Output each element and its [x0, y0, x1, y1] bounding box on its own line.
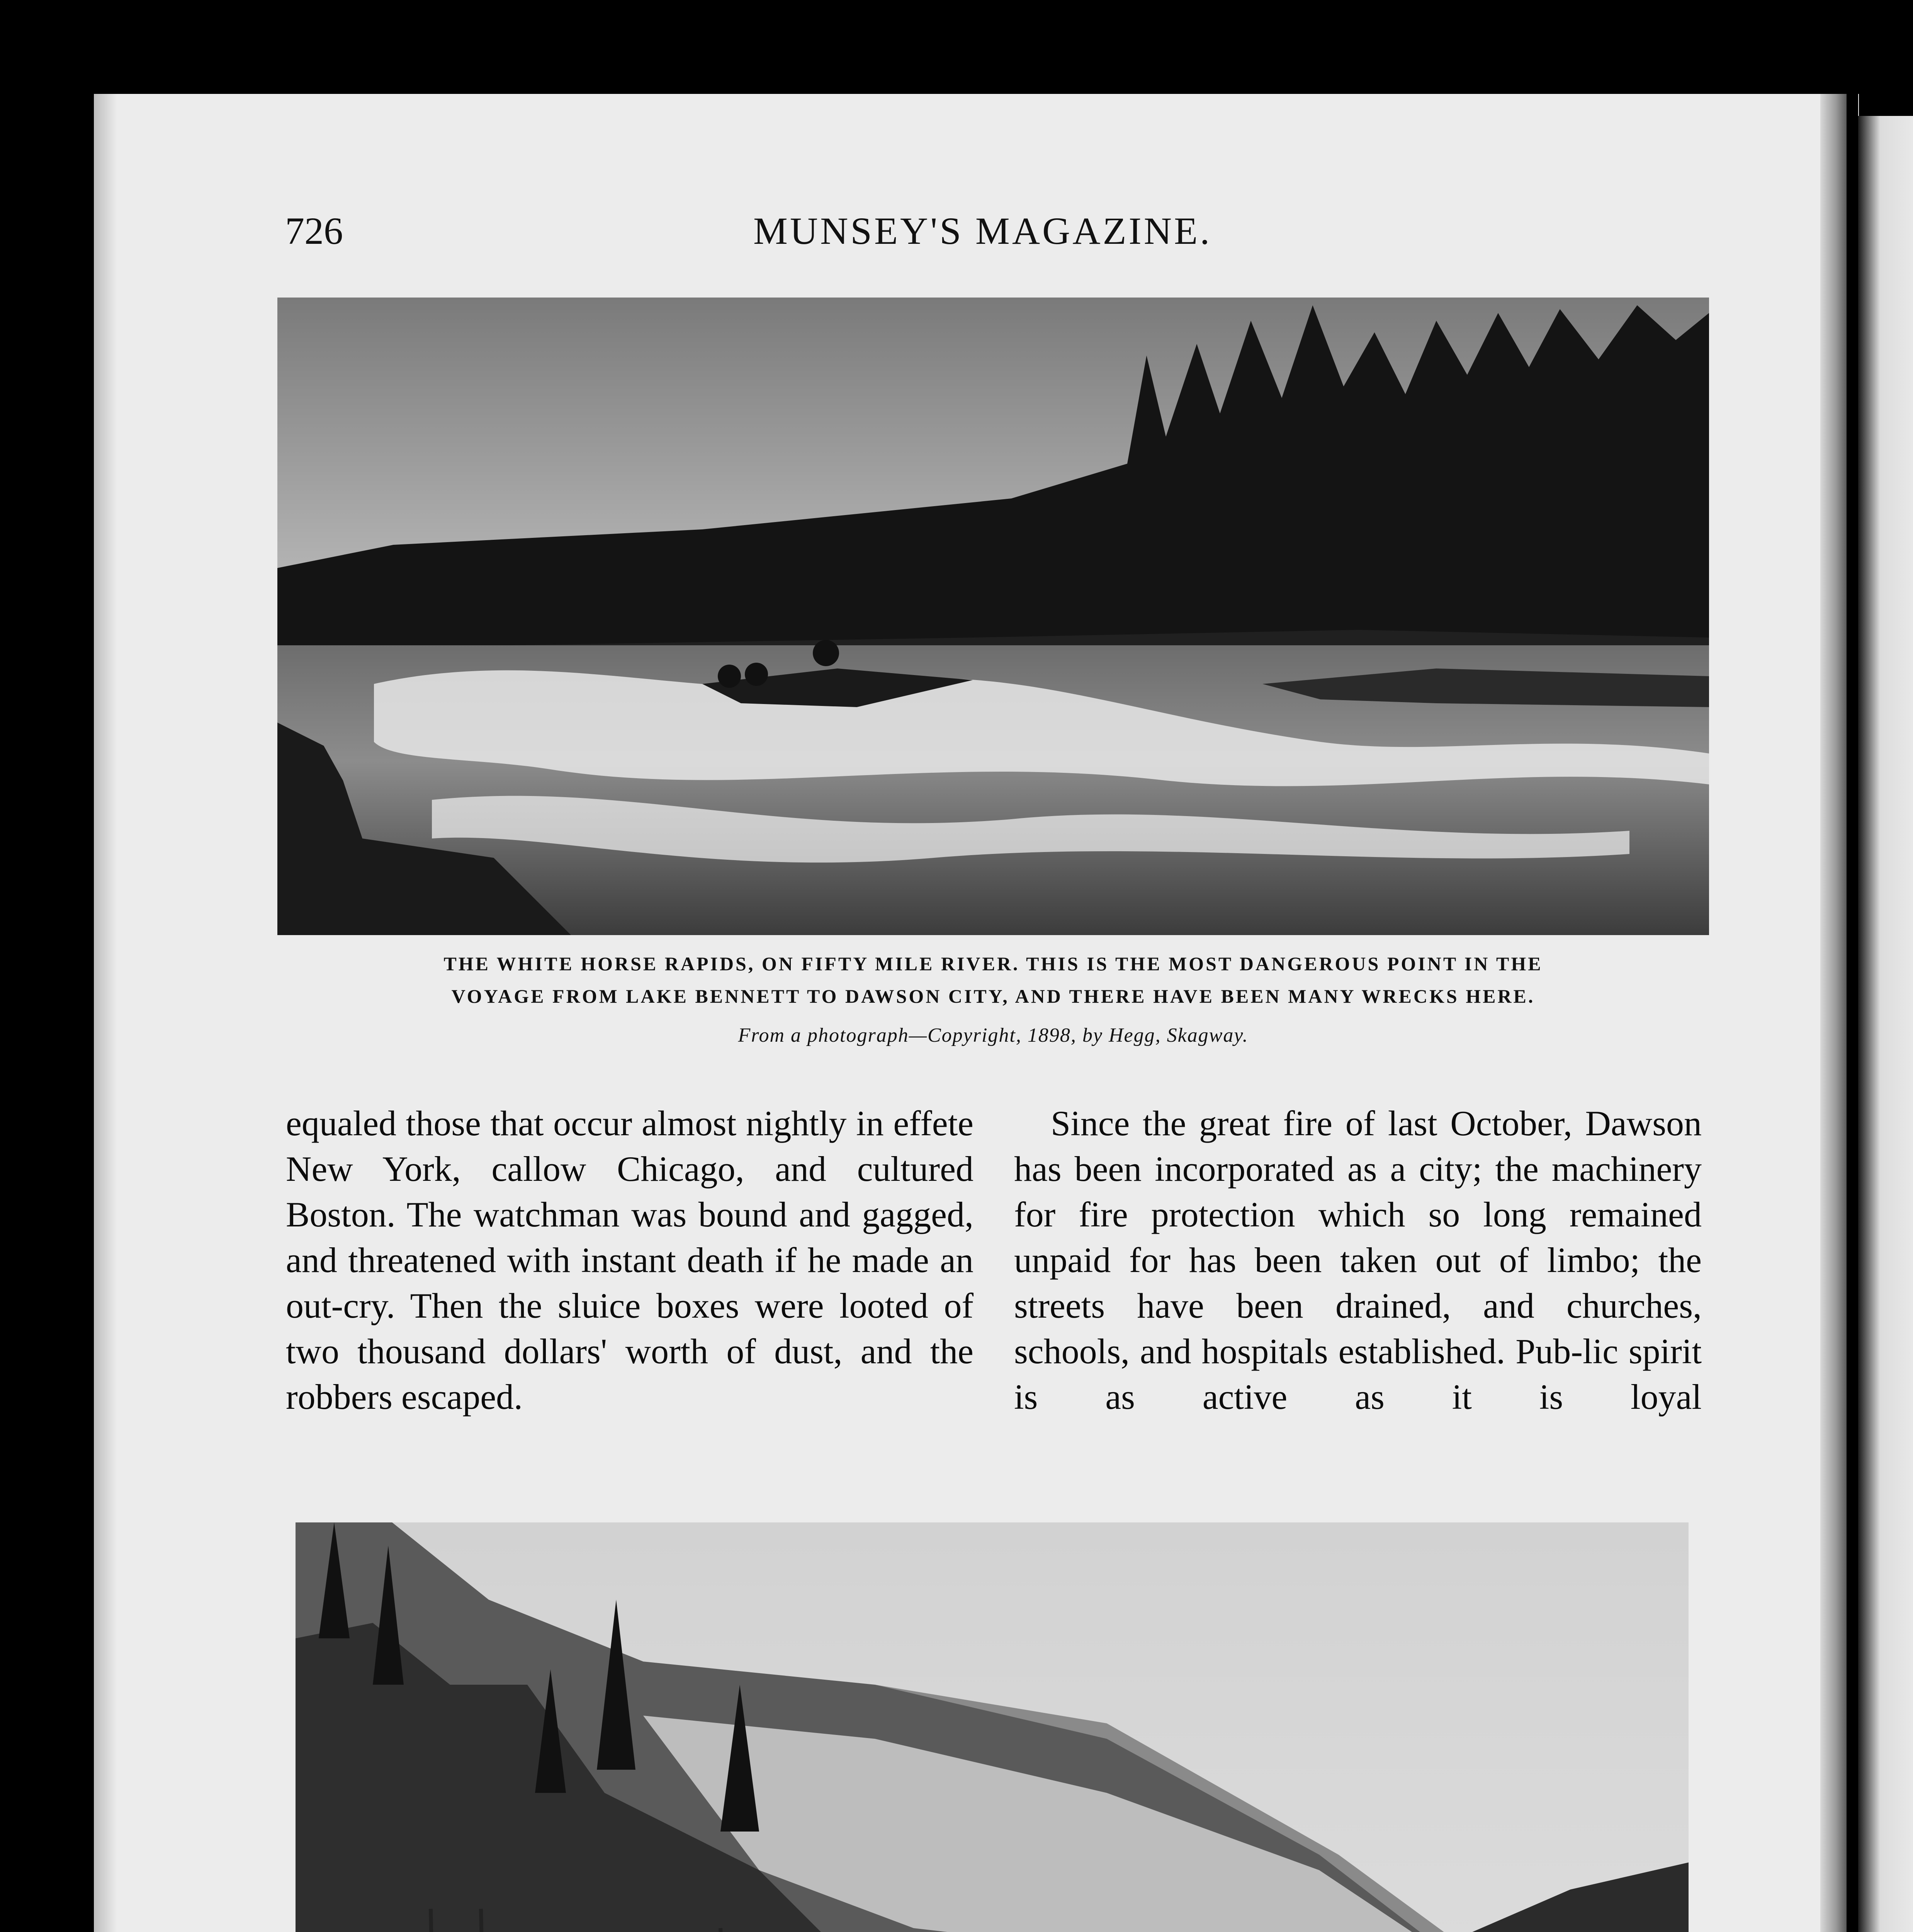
caption-line: VOYAGE FROM LAKE BENNETT TO DAWSON CITY, AND THERE HAVE BEEN MANY WRECKS HERE.: [451, 985, 1535, 1007]
paragraph: equaled those that occur almost nightly in effete New York, callow Chicago, and cultured Boston. The watchman was bound and gagged, and threatened with instant death if he made an out-cry. Then the sluice boxes were looted of two thousand dollars' worth of dust, and the robbers escaped.: [286, 1104, 973, 1417]
river-photo-image: [296, 1522, 1689, 1932]
photo-fifty-mile-river: [296, 1522, 1689, 1932]
photo-credit-rapids: From a photograph—Copyright, 1898, by Hegg, Skagway.: [738, 1024, 1249, 1046]
running-header-title: MUNSEY'S MAGAZINE.: [753, 209, 1212, 252]
text-column-left: [286, 1100, 973, 1420]
caption-line: THE WHITE HORSE RAPIDS, ON FIFTY MILE RIVER. THIS IS THE MOST DANGEROUS POINT IN THE: [443, 953, 1543, 975]
caption-white-horse-rapids: [270, 947, 1716, 1012]
photo-white-horse-rapids: [277, 298, 1709, 935]
text-column-right: [1014, 1100, 1702, 1420]
page-number: 726: [285, 209, 343, 252]
rapids-photo-image: [277, 298, 1709, 935]
paragraph: Since the great fire of last October, Dawson has been incorporated as a city; the machinery for fire protection which so long remained unpaid for has been taken out of limbo; the streets have been drained, and churches, schools, and hospitals established. Pub-lic spirit is as active as it is loyal: [1014, 1104, 1702, 1417]
